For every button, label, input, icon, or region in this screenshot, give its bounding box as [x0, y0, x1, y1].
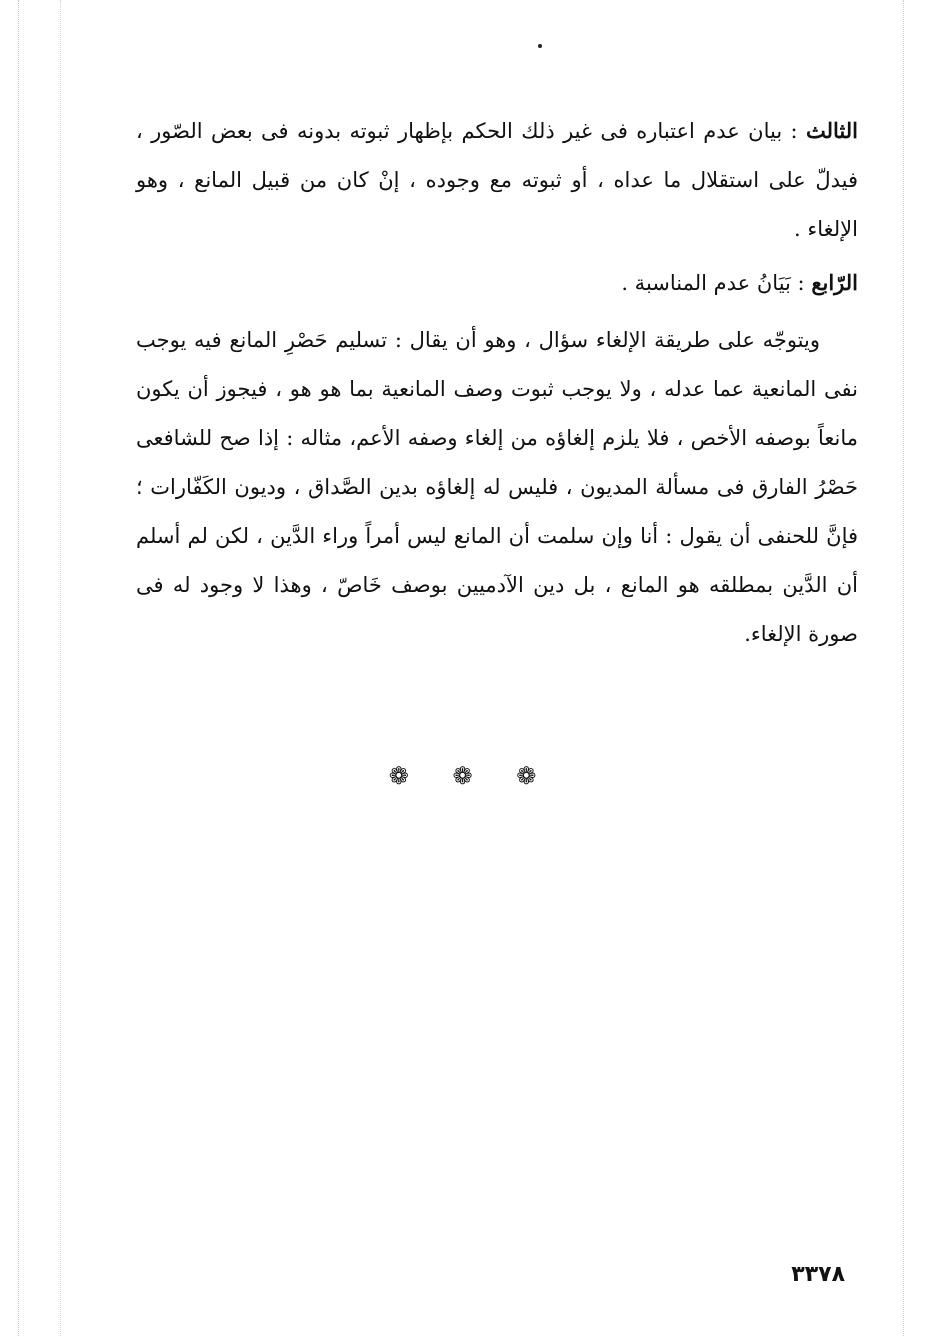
- paragraph-lead: الرّابع: [811, 270, 858, 295]
- paragraph-text: : بيان عدم اعتباره فى غير ذلك الحكم بإظهار ثبوته بدونه فى بعض الصّور ، فيدلّ على استقلال ما عداه ، أو ثبوته مع وجوده ، إنْ كان من قبيل المانع ، وهو الإلغاء .: [136, 119, 858, 241]
- flower-ornament-icon: ❁: [388, 762, 409, 790]
- paragraph-lead: الثالث: [806, 118, 858, 143]
- paragraph-text: : بَيَانُ عدم المناسبة .: [621, 271, 812, 295]
- paragraph-third: [136, 106, 858, 254]
- flower-ornament-icon: ❁: [516, 762, 537, 790]
- flower-ornament-icon: ❁: [452, 762, 473, 790]
- scan-artifact-line: [903, 0, 904, 1336]
- paragraph-objection: [136, 316, 858, 659]
- scan-artifact-line: [18, 0, 19, 1336]
- page-number: ٣٣٧٨: [791, 1262, 845, 1287]
- section-separator: [0, 762, 925, 790]
- paragraph-text: ويتوجّه على طريقة الإلغاء سؤال ، وهو أن يقال : تسليم حَصْرِ المانع فيه يوجب نفى المانعية عما عدله ، ولا يوجب ثبوت وصف المانعية بما هو هو ، فيجوز أن يكون مانعاً بوصفه الأخص ، فلا يلزم إلغاؤه من إلغاء وصفه الأعم، مثاله : إذا صح للشافعى حَصْرُ الفارق فى مسألة المديون ، فليس له إلغاؤه بدين الصَّداق ، وديون الكَفّارات ؛ فإنَّ للحنفى أن يقول : أنا وإن سلمت أن المانع ليس أمراً وراء الدَّين ، لكن لم أسلم أن الدَّين بمطلقه هو المانع ، بل دين الآدميين بوصف خَاصّ ، وهذا لا وجود له فى صورة الإلغاء.: [136, 328, 858, 646]
- scan-artifact-dot: [538, 44, 542, 48]
- scan-artifact-line: [60, 0, 61, 1336]
- paragraph-fourth: [136, 258, 858, 308]
